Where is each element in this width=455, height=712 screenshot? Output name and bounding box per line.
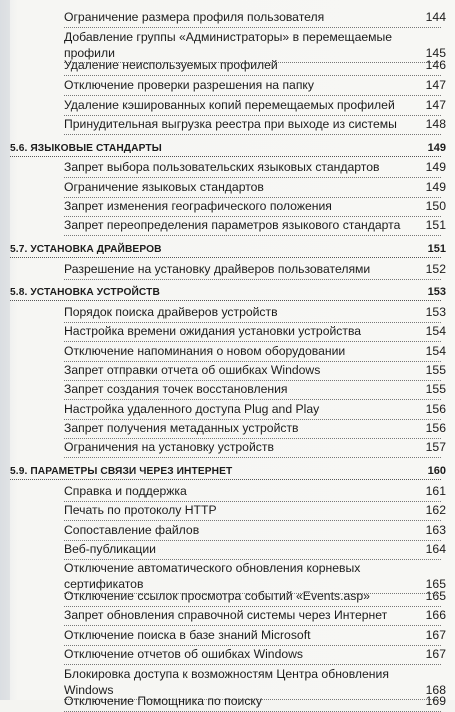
entry-title: Отключение ссылок просмотра событий «Events.asp» [64,589,370,603]
page-number: 162 [425,503,446,517]
entry-title: Запрет отправки отчета об ошибках Windows [64,363,321,377]
dotted-leader [64,341,441,342]
page-number: 145 [425,45,446,60]
dotted-leader [64,27,441,28]
entry-title: Сопоставление файлов [64,523,200,537]
page-number: 149 [425,160,446,174]
dotted-leader [10,257,441,258]
entry-title: Справка и поддержка [64,484,187,498]
entry-title: Запрет обновления справочной системы через Интернет [64,608,388,622]
page-number: 147 [425,98,446,112]
page-number: 151 [425,218,446,232]
page-number: 167 [425,628,446,642]
entry-title: Отключение проверки разрешения на папку [64,78,314,92]
dotted-leader [64,540,441,541]
dotted-leader [64,197,441,198]
entry-title: Отключение напоминания о новом оборудовании [64,344,346,358]
entry-title: Удаление неиспользуемых профилей [64,58,278,72]
entry-title: Печать по протоколу HTTP [64,503,217,517]
dotted-leader [64,279,441,280]
page-number: 163 [425,523,446,537]
dotted-leader [64,216,441,217]
page-number: 155 [425,363,446,377]
page-number: 149 [425,180,446,194]
page-number: 153 [427,286,446,298]
page-number: 167 [425,647,446,661]
dotted-leader [10,156,441,157]
page-number: 151 [427,243,446,255]
dotted-leader [64,711,441,712]
dotted-leader [64,645,441,646]
page-number: 156 [425,402,446,416]
entry-title: Веб-публикации [64,542,156,556]
dotted-leader [10,479,441,480]
page-number: 147 [425,78,446,92]
page-number: 148 [425,117,446,131]
section-title: 5.8. УСТАНОВКА УСТРОЙСТВ [10,287,160,298]
dotted-leader [64,380,441,381]
dotted-leader [64,501,441,502]
dotted-leader [64,520,441,521]
dotted-leader [64,606,441,607]
entry-title: Отключение автоматического обновления корневых сертификатов [64,561,361,591]
dotted-leader [64,419,441,420]
entry-title: Добавление группы «Администраторы» в перемещаемые профили [64,30,393,60]
entry-title: Блокировка доступа к возможностям Центра обновления Windows [64,667,389,697]
dotted-leader [64,664,441,665]
entry-title: Настройка удаленного доступа Plug and Play [64,402,320,416]
section-title: 5.6. ЯЗЫКОВЫЕ СТАНДАРТЫ [10,143,162,154]
page-number: 154 [425,324,446,338]
entry-title: Удаление кэшированных копий перемещаемых профилей [64,98,395,112]
page-number: 161 [425,484,446,498]
entry-title: Запрет выбора пользовательских языковых стандартов [64,160,380,174]
page-number: 160 [427,465,446,477]
entry-title: Запрет создания точек восстановления [64,382,288,396]
page-number: 168 [425,682,446,697]
section-title: 5.9. ПАРАМЕТРЫ СВЯЗИ ЧЕРЕЗ ИНТЕРНЕТ [10,466,233,477]
dotted-leader [64,438,441,439]
dotted-leader [64,322,441,323]
entry-title: Ограничение размера профиля пользователя [64,10,325,24]
page-number: 146 [425,58,446,72]
entry-title: Порядок поиска драйверов устройств [64,305,278,319]
entry-title: Ограничения на установку устройств [64,440,274,454]
entry-title: Отключение отчетов об ошибках Windows [64,647,304,661]
dotted-leader [64,399,441,400]
dotted-leader [64,75,441,76]
dotted-leader [10,300,441,301]
page-number: 150 [425,199,446,213]
entry-title: Разрешение на установку драйверов пользователями [64,262,371,276]
page-number: 152 [425,262,446,276]
dotted-leader [64,361,441,362]
page-number: 169 [425,694,446,708]
entry-title: Запрет получения метаданных устройств [64,421,299,435]
entry-title: Запрет переопределения параметров языкового стандарта [64,218,401,232]
page-number: 155 [425,382,446,396]
dotted-leader [64,235,441,236]
page-number: 165 [425,576,446,591]
entry-title: Отключение поиска в базе знаний Microsoft [64,628,311,642]
dotted-leader [64,457,441,458]
dotted-leader [64,177,441,178]
dotted-leader [64,625,441,626]
page-number: 153 [425,305,446,319]
page-edge-shadow [0,0,10,700]
entry-title: Ограничение языковых стандартов [64,180,264,194]
entry-title: Настройка времени ожидания установки устройства [64,324,362,338]
entry-title: Принудительная выгрузка реестра при выходе из системы [64,117,397,131]
dotted-leader [64,115,441,116]
page-number: 157 [425,440,446,454]
page-number: 156 [425,421,446,435]
dotted-leader [64,134,441,135]
page-number: 149 [427,142,446,154]
page-number: 154 [425,344,446,358]
dotted-leader [64,559,441,560]
dotted-leader [64,95,441,96]
page-number: 144 [425,10,446,24]
entry-title: Отключение Помощника по поиску [64,694,262,708]
section-title: 5.7. УСТАНОВКА ДРАЙВЕРОВ [10,244,162,255]
entry-title: Запрет изменения географического положения [64,199,332,213]
page-number: 166 [425,608,446,622]
page-number: 164 [425,542,446,556]
page-number: 165 [425,589,446,603]
